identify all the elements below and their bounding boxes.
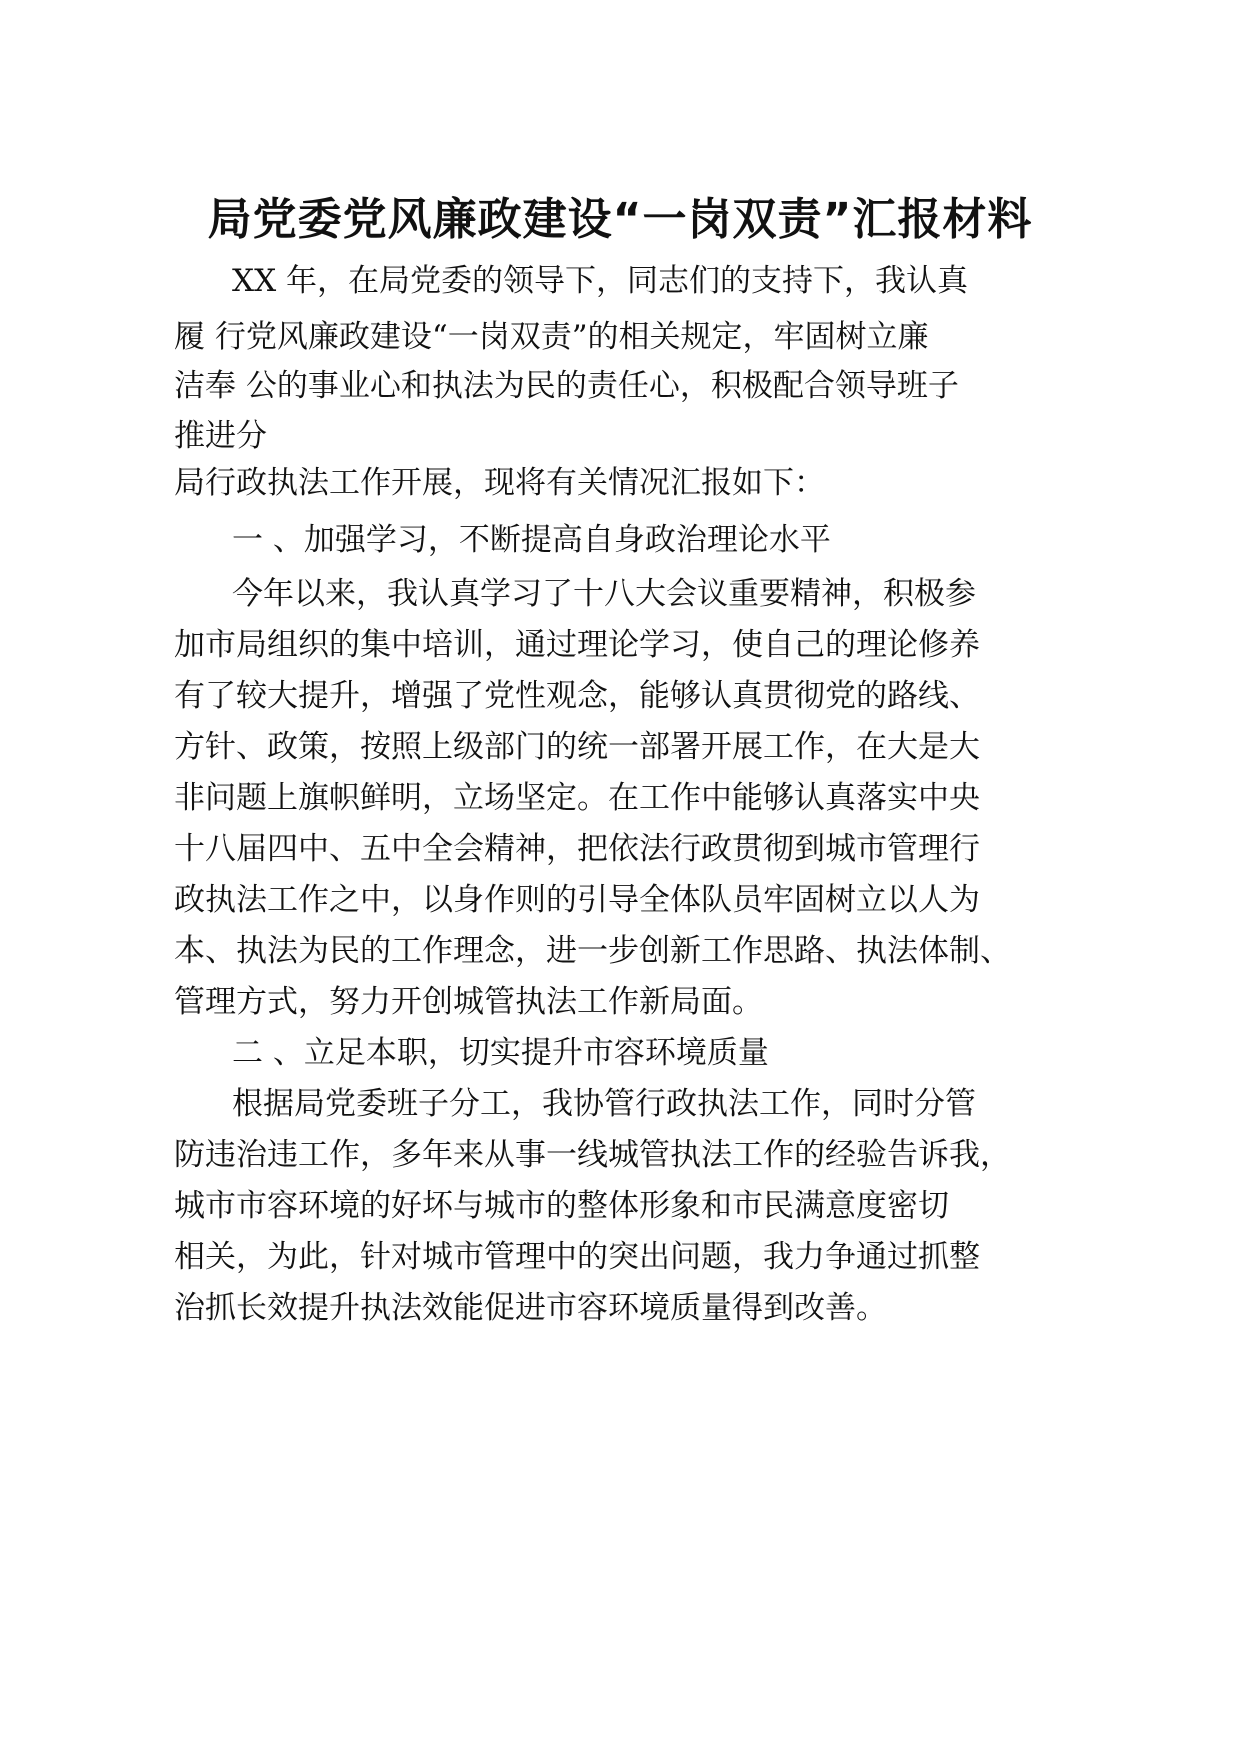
paragraph-3-line-2: 防违治违工作，多年来从事一线城管执法工作的经验告诉我， (174, 1137, 1011, 1173)
paragraph-3-line-1: 根据局党委班子分工，我协管行政执法工作，同时分管 (232, 1086, 976, 1122)
paragraph-2-line-1: 今年以来，我认真学习了十八大会议重要精神，积极参 (232, 576, 976, 612)
paragraph-2-line-4: 方针、政策，按照上级部门的统一部署开展工作，在大是大 (174, 729, 980, 765)
paragraph-2-line-7: 政执法工作之中，以身作则的引导全体队员牢固树立以人为 (174, 882, 980, 918)
paragraph-1-line-4: 推进分 (174, 418, 267, 454)
paragraph-2-line-9: 管理方式，努力开创城管执法工作新局面。 (174, 984, 763, 1020)
paragraph-2-line-2: 加市局组织的集中培训，通过理论学习，使自己的理论修养 (174, 627, 980, 663)
paragraph-1-line-1: XX 年，在局党委的领导下，同志们的支持下，我认真 (232, 263, 968, 299)
paragraph-3-line-3: 城市市容环境的好坏与城市的整体形象和市民满意度密切 (174, 1188, 949, 1224)
paragraph-1-line-3: 洁奉 公的事业心和执法为民的责任心，积极配合领导班子 (174, 368, 959, 404)
paragraph-2-line-5: 非问题上旗帜鲜明，立场坚定。在工作中能够认真落实中央 (174, 780, 980, 816)
paragraph-1-line-2: 履 行党风廉政建设“一岗双责”的相关规定，牢固树立廉 (174, 319, 929, 355)
document-title: 局党委党风廉政建设“一岗双责”汇报材料 (207, 194, 1033, 245)
paragraph-3-line-4: 相关，为此，针对城市管理中的突出问题，我力争通过抓整 (174, 1239, 980, 1275)
paragraph-2-line-3: 有了较大提升，增强了党性观念，能够认真贯彻党的路线、 (174, 678, 980, 714)
paragraph-2-line-8: 本、执法为民的工作理念，进一步创新工作思路、执法体制、 (174, 933, 1011, 969)
paragraph-2-line-6: 十八届四中、五中全会精神，把依法行政贯彻到城市管理行 (174, 831, 980, 867)
section-heading-1: 一 、加强学习，不断提高自身政治理论水平 (232, 522, 831, 558)
paragraph-1-line-5: 局行政执法工作开展，现将有关情况汇报如下： (174, 465, 825, 501)
paragraph-3-line-5: 治抓长效提升执法效能促进市容环境质量得到改善。 (174, 1290, 887, 1326)
section-heading-2: 二 、立足本职，切实提升市容环境质量 (232, 1035, 769, 1071)
